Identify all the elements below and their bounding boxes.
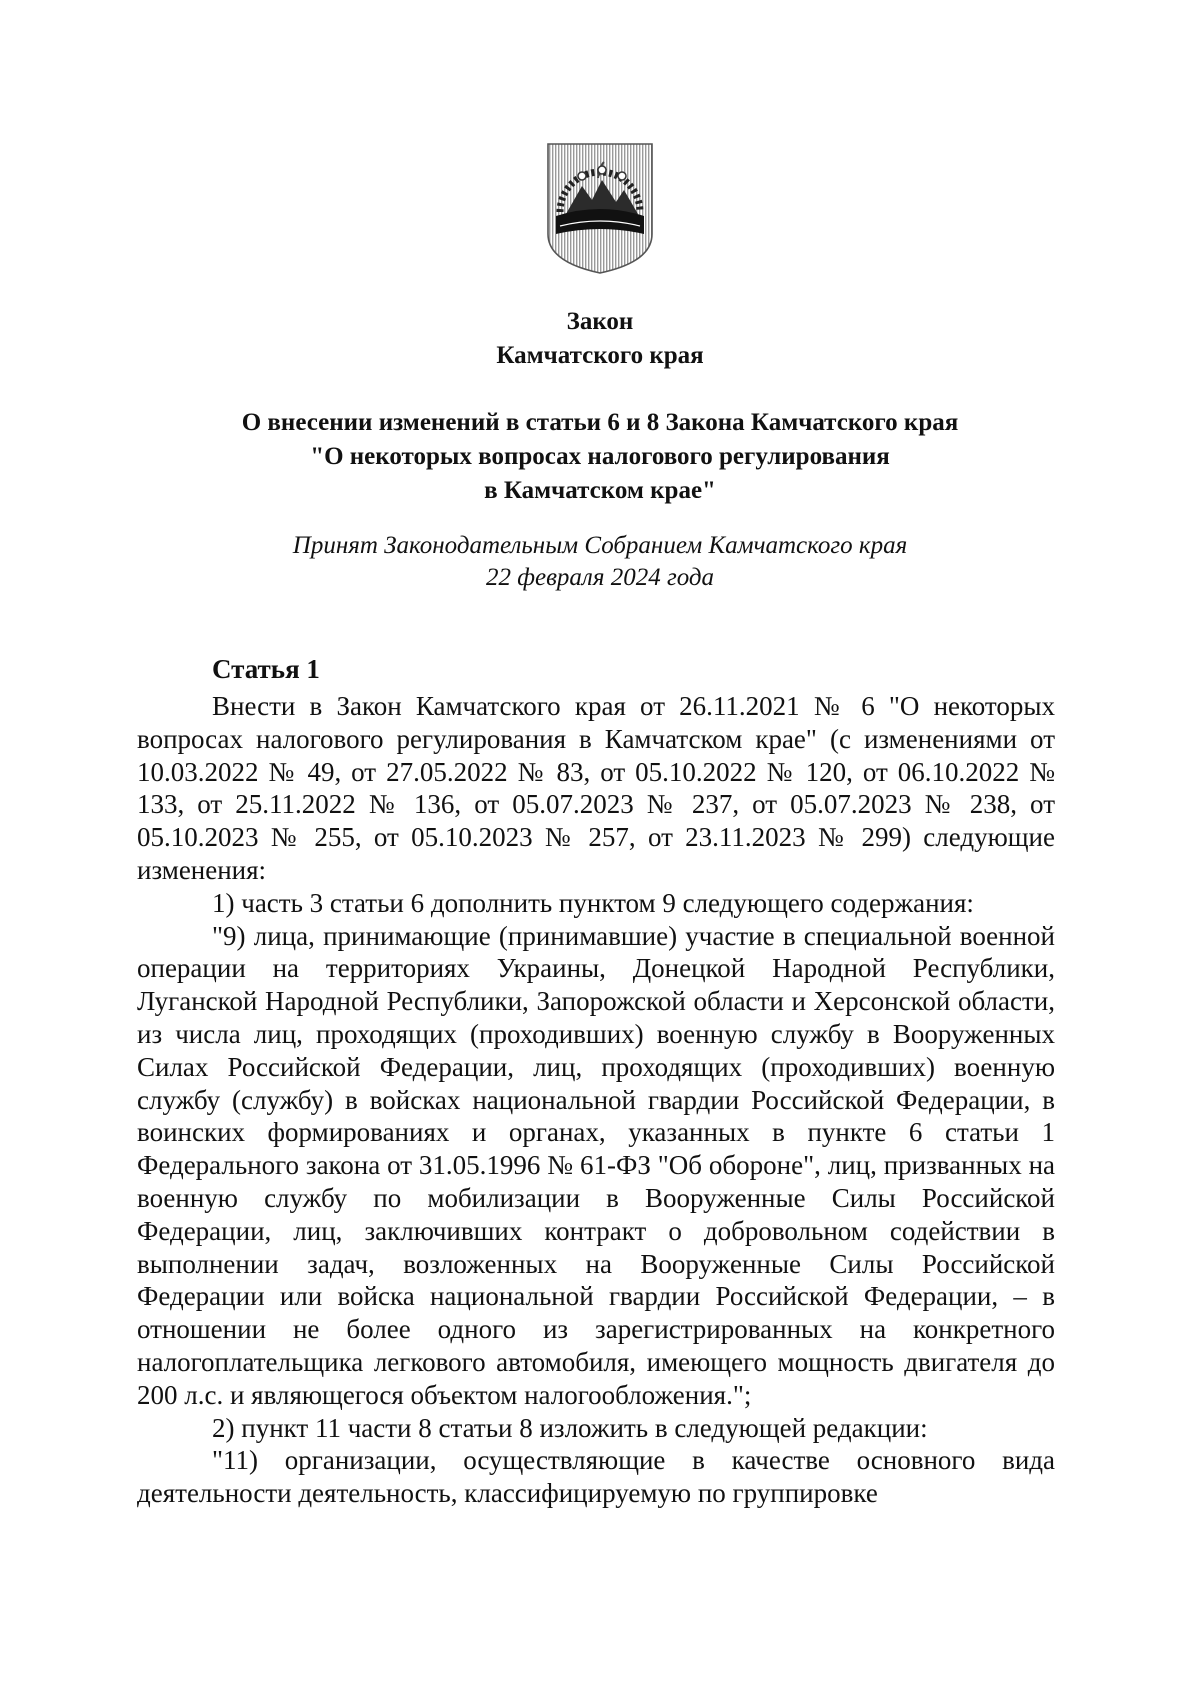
law-header — [0, 305, 1200, 373]
article-body — [137, 690, 1055, 1510]
paragraph: Внести в Закон Камчатского края от 26.11.2021 № 6 "О некоторых вопросах налогового регулирования в Камчатском крае" (с изменениями от 10.03.2022 № 49, от 27.05.2022 № 83, от 05.10.2022 № 120, от 06.10.2022 № 133, от 25.11.2022 № 136, от 05.07.2023 № 237, от 05.07.2023 № 238, от 05.10.2023 № 255, от 05.10.2023 № 257, от 23.11.2023 № 299) следующие изменения: — [137, 691, 1055, 885]
law-subject — [0, 406, 1200, 508]
coat-of-arms-icon — [546, 142, 654, 275]
law-subject-line3: в Камчатском крае" — [484, 477, 716, 504]
law-header-line1: Закон — [566, 308, 634, 335]
paragraph: "9) лица, принимающие (принимавшие) участие в специальной военной операции на территориях Украины, Донецкой Народной Республики, Луганской Народной Республики, Запорожской области и Херсонской области, из числа лиц, проходящих (проходивших) военную службу в Вооруженных Силах Российской Федерации, лиц, проходящих (проходивших) военную службу (службу) в войсках национальной гвардии Российской Федерации, в воинских формированиях и органах, указанных в пункте 6 статьи 1 Федерального закона от 31.05.1996 № 61-ФЗ "Об обороне", лиц, призванных на военную службу по мобилизации в Вооруженные Силы Российской Федерации, лиц, заключивших контракт о добровольном содействии в выполнении задач, возложенных на Вооруженные Силы Российской Федерации или войска национальной гвардии Российской Федерации, – в отношении не более одного из зарегистрированных на конкретного налогоплательщика легкового автомобиля, имеющего мощность двигателя до 200 л.с. и являющегося объектом налогообложения."; — [137, 920, 1055, 1410]
article-heading: Статья 1 — [212, 654, 320, 684]
law-subject-line1: О внесении изменений в статьи 6 и 8 Закона Камчатского края — [241, 409, 959, 436]
paragraph: 2) пункт 11 части 8 статьи 8 изложить в следующей редакции: — [212, 1412, 928, 1443]
law-subject-line2: "О некоторых вопросах налогового регулирования — [310, 443, 890, 470]
paragraph: "11) организации, осуществляющие в качестве основного вида деятельности деятельность, классифицируемую по группировке — [137, 1445, 1055, 1509]
law-header-line2: Камчатского края — [496, 342, 704, 369]
adoption-note-line1: Принят Законодательным Собранием Камчатского края — [292, 532, 908, 559]
adoption-date: 22 февраля 2024 года — [485, 564, 715, 591]
paragraph: 1) часть 3 статьи 6 дополнить пунктом 9 следующего содержания: — [212, 887, 974, 918]
adoption-note — [0, 530, 1200, 594]
